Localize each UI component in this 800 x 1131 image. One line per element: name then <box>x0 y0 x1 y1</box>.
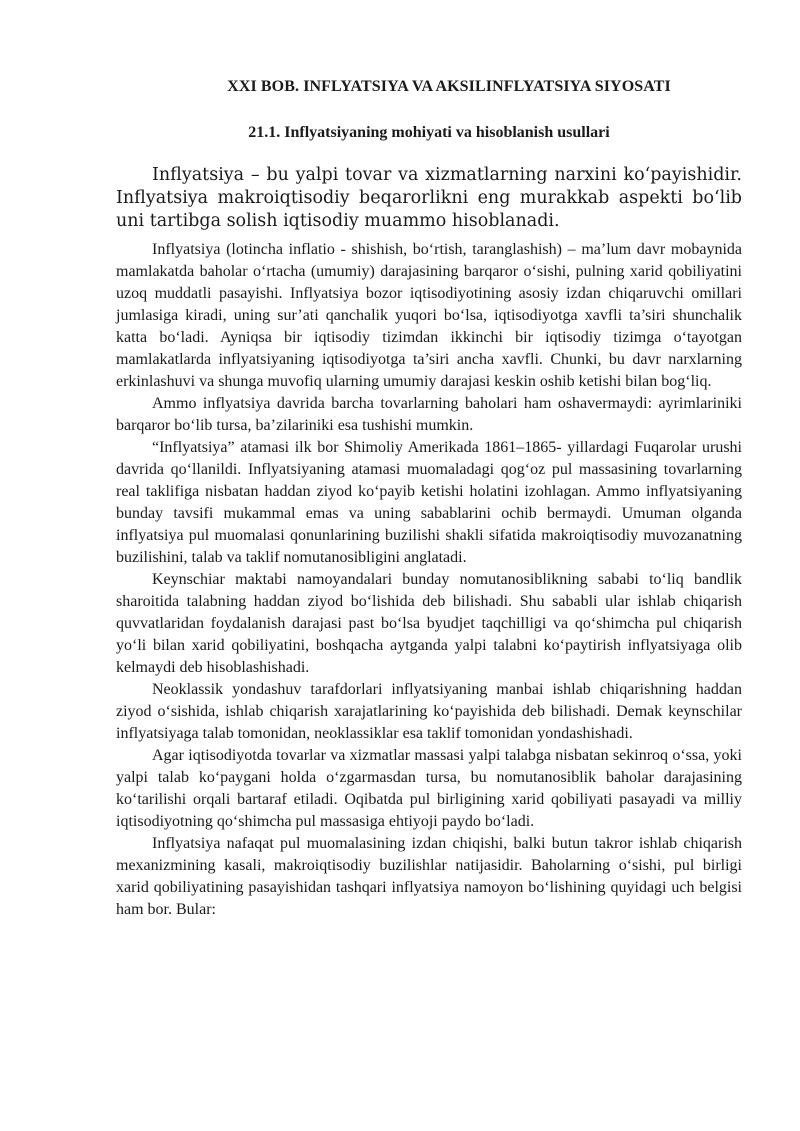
lead-paragraph: Inflyatsiya – bu yalpi tovar va xizmatlarning narxini ko‘payishidir. Inflyatsiya makroiqtisodiy beqarorlikni eng murakkab aspekti bo‘lib uni tartibga solish iqtisodiy muammo hisoblanadi. <box>116 165 742 231</box>
body-paragraph: Keynschiar maktabi namoyandalari bunday nomutanosiblikning sababi to‘liq bandlik sharoitida talabning haddan ziyod bo‘lishida deb bilishadi. Shu sababli ular ishlab chiqarish quvvatlaridan foydalanish darajasi past bo‘lsa byudjet taqchilligi va qo‘shimcha pul chiqarish yo‘li bilan xarid qobiliyatini, boshqacha aytganda yalpi talabni ko‘paytirish inflyatsiyaga olib kelmaydi deb hisoblashishadi. <box>116 571 742 676</box>
body-paragraph: Inflyatsiya (lotincha inflatio - shishish, bo‘rtish, taranglashish) – ma’lum davr mobaynida mamlakatda baholar o‘rtacha (umumiy) darajasining barqaror o‘sishi, pulning xarid qobiliyatini uzoq muddatli pasayishi. Inflyatsiya bozor iqtisodiyotining asosiy izdan chiqaruvchi omillari jumlasiga kiradi, uning sur’ati qanchalik yuqori bo‘lsa, iqtisodiyotga xavfli ta’siri shunchalik katta bo‘ladi. Ayniqsa bir iqtisodiy tizimdan ikkinchi bir iqtisodiy tizimga o‘tayotgan mamlakatlarda inflyatsiyaning iqtisodiyotga ta’siri ancha xavfli. Chunki, bu davr narxlarning erkinlashuvi va shunga muvofiq ularning umumiy darajasi keskin oshib ketishi bilan bog‘liq. <box>116 241 742 390</box>
section-title: 21.1. Inflyatsiyaning mohiyati va hisoblanish usullari <box>248 124 610 141</box>
document-page <box>116 72 742 921</box>
body-paragraph: Agar iqtisodiyotda tovarlar va xizmatlar massasi yalpi talabga nisbatan sekinroq o‘ssa, yoki yalpi talab ko‘paygani holda o‘zgarmasdan tursa, bu nomutanosiblik baholar darajasining ko‘tarilishi orqali bartaraf etiladi. Oqibatda pul birligining xarid qobiliyati pasayadi va milliy iqtisodiyotning qo‘shimcha pul massasiga ehtiyoji paydo bo‘ladi. <box>116 747 742 830</box>
body-paragraph: Neoklassik yondashuv tarafdorlari inflyatsiyaning manbai ishlab chiqarishning haddan ziyod o‘sishida, ishlab chiqarish xarajatlarining ko‘payishida deb bilishadi. Demak keynschilar inflyatsiyaga talab tomonidan, neoklassiklar esa taklif tomonidan yondashishadi. <box>116 681 742 742</box>
body-paragraph: Ammo inflyatsiya davrida barcha tovarlarning baholari ham oshavermaydi: ayrimlariniki barqaror bo‘lib tursa, ba’zilariniki esa tushishi mumkin. <box>116 395 742 434</box>
body-paragraph: Inflyatsiya nafaqat pul muomalasining izdan chiqishi, balki butun takror ishlab chiqarish mexanizmining kasali, makroiqtisodiy buzilishlar natijasidir. Baholarning o‘sishi, pul birligi xarid qobiliyatining pasayishidan tashqari inflyatsiya namoyon bo‘lishining quyidagi uch belgisi ham bor. Bular: <box>116 835 742 918</box>
body-paragraph: “Inflyatsiya” atamasi ilk bor Shimoliy Amerikada 1861–1865- yillardagi Fuqarolar urushi davrida qo‘llanildi. Inflyatsiyaning atamasi muomaladagi qog‘oz pul massasining tovarlarning real taklifiga nisbatan haddan ziyod ko‘payib ketishi holatini izohlagan. Ammo inflyatsiyaning bunday tavsifi mukammal emas va uning sabablarini ochib bermaydi. Umuman olganda inflyatsiya pul muomalasi qonunlarining buzilishi shakli sifatida makroiqtisodiy muvozanatning buzilishini, talab va taklif nomutanosibligini anglatadi. <box>116 439 742 566</box>
chapter-title: XXI BOB. INFLYATSIYA VA AKSILINFLYATSIYA SIYOSATI <box>227 78 671 95</box>
